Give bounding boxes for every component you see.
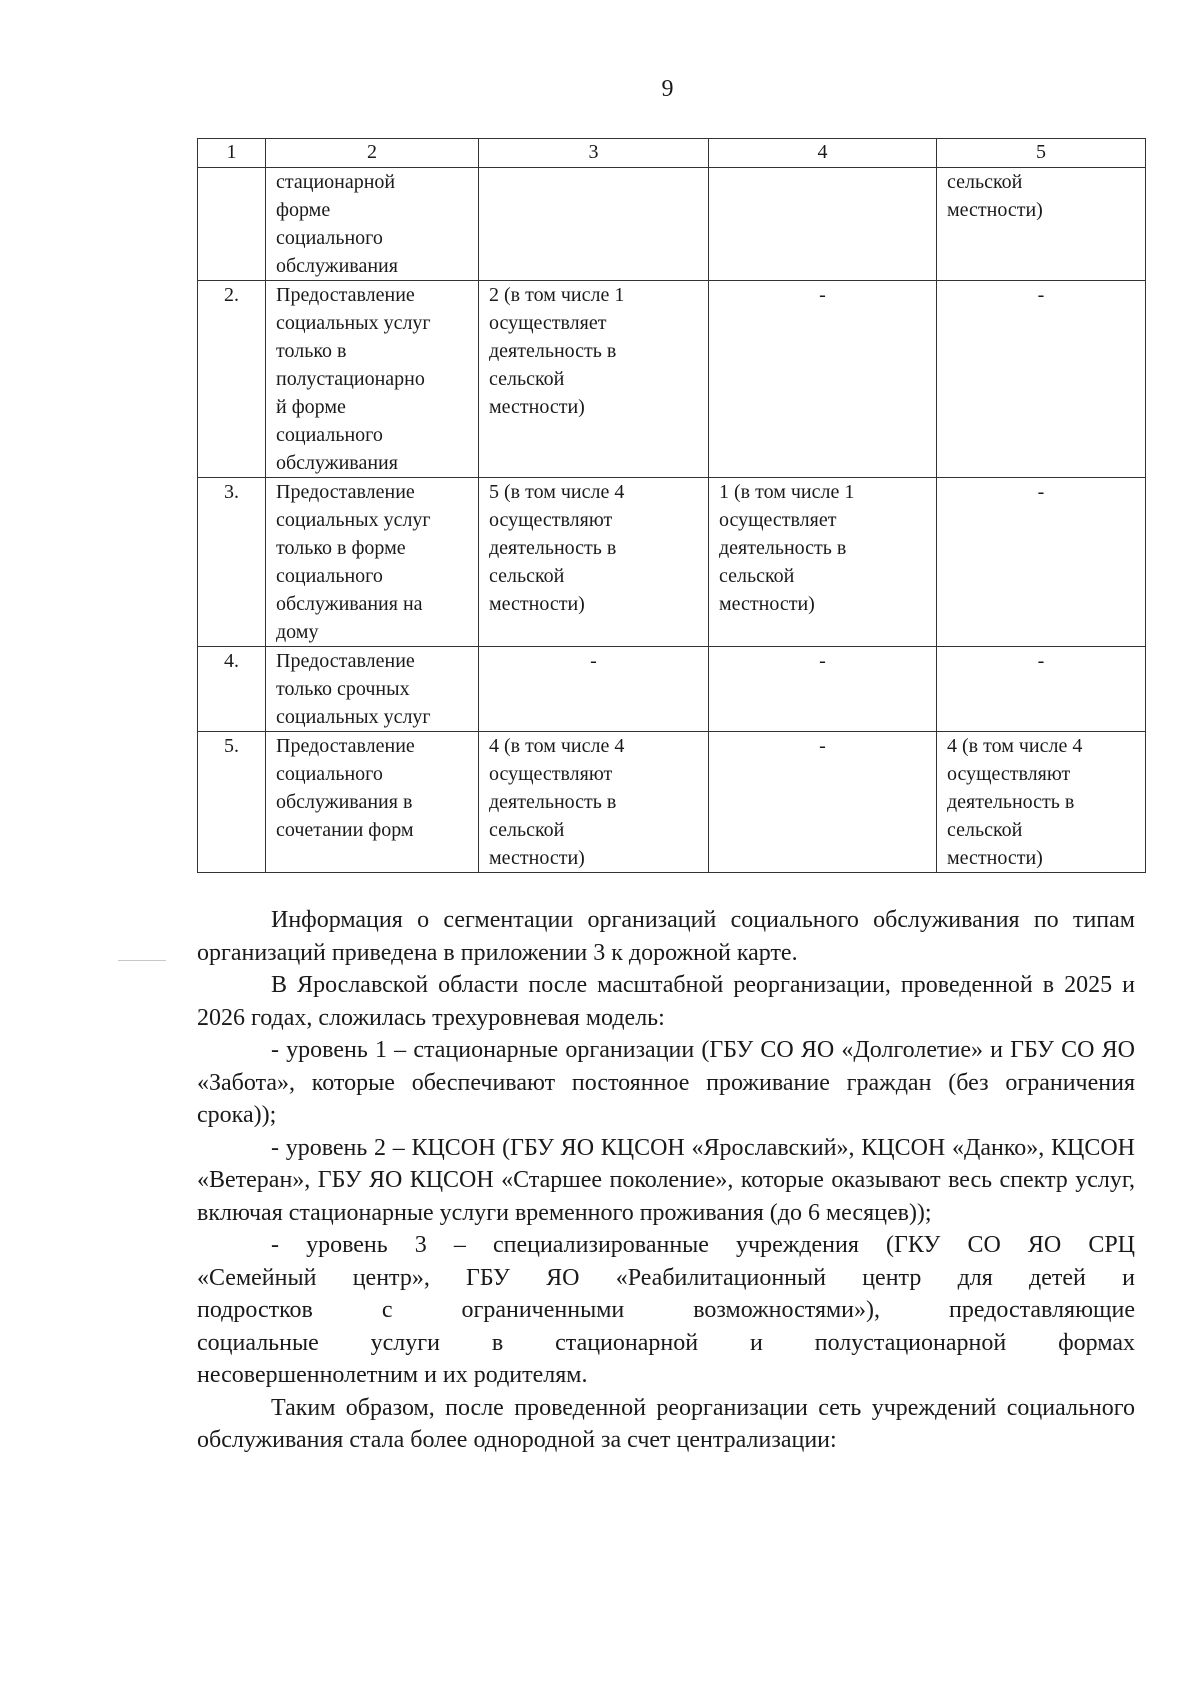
column-number: 2 — [266, 139, 479, 168]
table-row — [198, 732, 1146, 873]
paragraph: - уровень 1 – стационарные организации (ГБУ СО ЯО «Долголетие» и ГБУ СО ЯО «Забота», которые обеспечивают постоянное проживание граждан (без ограничения срока)); — [197, 1037, 1135, 1128]
cell-col5: - — [937, 647, 1146, 732]
row-name: Предоставление социального обслуживания в сочетании форм — [266, 732, 479, 873]
body-text — [197, 904, 1135, 1457]
cell-col5: сельской местности) — [937, 168, 1146, 281]
column-number: 5 — [937, 139, 1146, 168]
paragraph-line: «Семейный центр», ГБУ ЯО «Реабилитационный центр для детей и — [197, 1264, 1135, 1291]
cell-col3: 2 (в том числе 1 осуществляет деятельность в сельской местности) — [479, 281, 709, 478]
cell-col3: 4 (в том числе 4 осуществляют деятельность в сельской местности) — [479, 732, 709, 873]
row-name: стационарной форме социального обслуживания — [266, 168, 479, 281]
cell-col5: 4 (в том числе 4 осуществляют деятельность в сельской местности) — [937, 732, 1146, 873]
data-table — [197, 138, 1146, 873]
paragraph — [197, 1229, 1135, 1392]
table-header-row — [198, 139, 1146, 168]
table-row — [198, 478, 1146, 647]
column-number: 3 — [479, 139, 709, 168]
cell-col5: - — [937, 281, 1146, 478]
row-name: Предоставление социальных услуг только в полустационарно й форме социального обслуживания — [266, 281, 479, 478]
paragraph: Информация о сегментации организаций социального обслуживания по типам организаций приведена в приложении 3 к дорожной карте. — [197, 907, 1135, 966]
row-number: 2. — [198, 281, 266, 478]
column-number: 4 — [709, 139, 937, 168]
cell-col3: 5 (в том числе 4 осуществляют деятельность в сельской местности) — [479, 478, 709, 647]
paragraph-line: социальные услуги в стационарной и полустационарной формах — [197, 1329, 1135, 1356]
table-row — [198, 168, 1146, 281]
page-number: 9 — [661, 76, 674, 102]
cell-col4: - — [709, 647, 937, 732]
row-name: Предоставление только срочных социальных услуг — [266, 647, 479, 732]
paragraph: Таким образом, после проведенной реорганизации сеть учреждений социального обслуживания стала более однородной за счет централизации: — [197, 1394, 1135, 1453]
cell-col3 — [479, 168, 709, 281]
cell-col3: - — [479, 647, 709, 732]
paragraph-line: подростков с ограниченными возможностями»), предоставляющие — [197, 1297, 1135, 1323]
row-number: 3. — [198, 478, 266, 647]
row-number: 5. — [198, 732, 266, 873]
row-number — [198, 168, 266, 281]
paragraph-line: - уровень 3 – специализированные учреждения (ГКУ СО ЯО СРЦ — [271, 1232, 1135, 1258]
margin-mark — [118, 960, 166, 961]
table-row — [198, 647, 1146, 732]
table-row — [198, 281, 1146, 478]
row-name: Предоставление социальных услуг только в форме социального обслуживания на дому — [266, 478, 479, 647]
row-number: 4. — [198, 647, 266, 732]
cell-col4: - — [709, 281, 937, 478]
paragraph-line: несовершеннолетним и их родителям. — [197, 1362, 588, 1388]
cell-col4: 1 (в том числе 1 осуществляет деятельность в сельской местности) — [709, 478, 937, 647]
cell-col5: - — [937, 478, 1146, 647]
cell-col4 — [709, 168, 937, 281]
cell-col4: - — [709, 732, 937, 873]
paragraph: В Ярославской области после масштабной реорганизации, проведенной в 2025 и 2026 годах, сложилась трехуровневая модель: — [197, 972, 1135, 1031]
column-number: 1 — [198, 139, 266, 168]
paragraph: - уровень 2 – КЦСОН (ГБУ ЯО КЦСОН «Ярославский», КЦСОН «Данко», КЦСОН «Ветеран», ГБУ ЯО КЦСОН «Старшее поколение», которые оказывают весь спектр услуг, включая стационарные услуги временного проживания (до 6 месяцев)); — [197, 1134, 1135, 1226]
